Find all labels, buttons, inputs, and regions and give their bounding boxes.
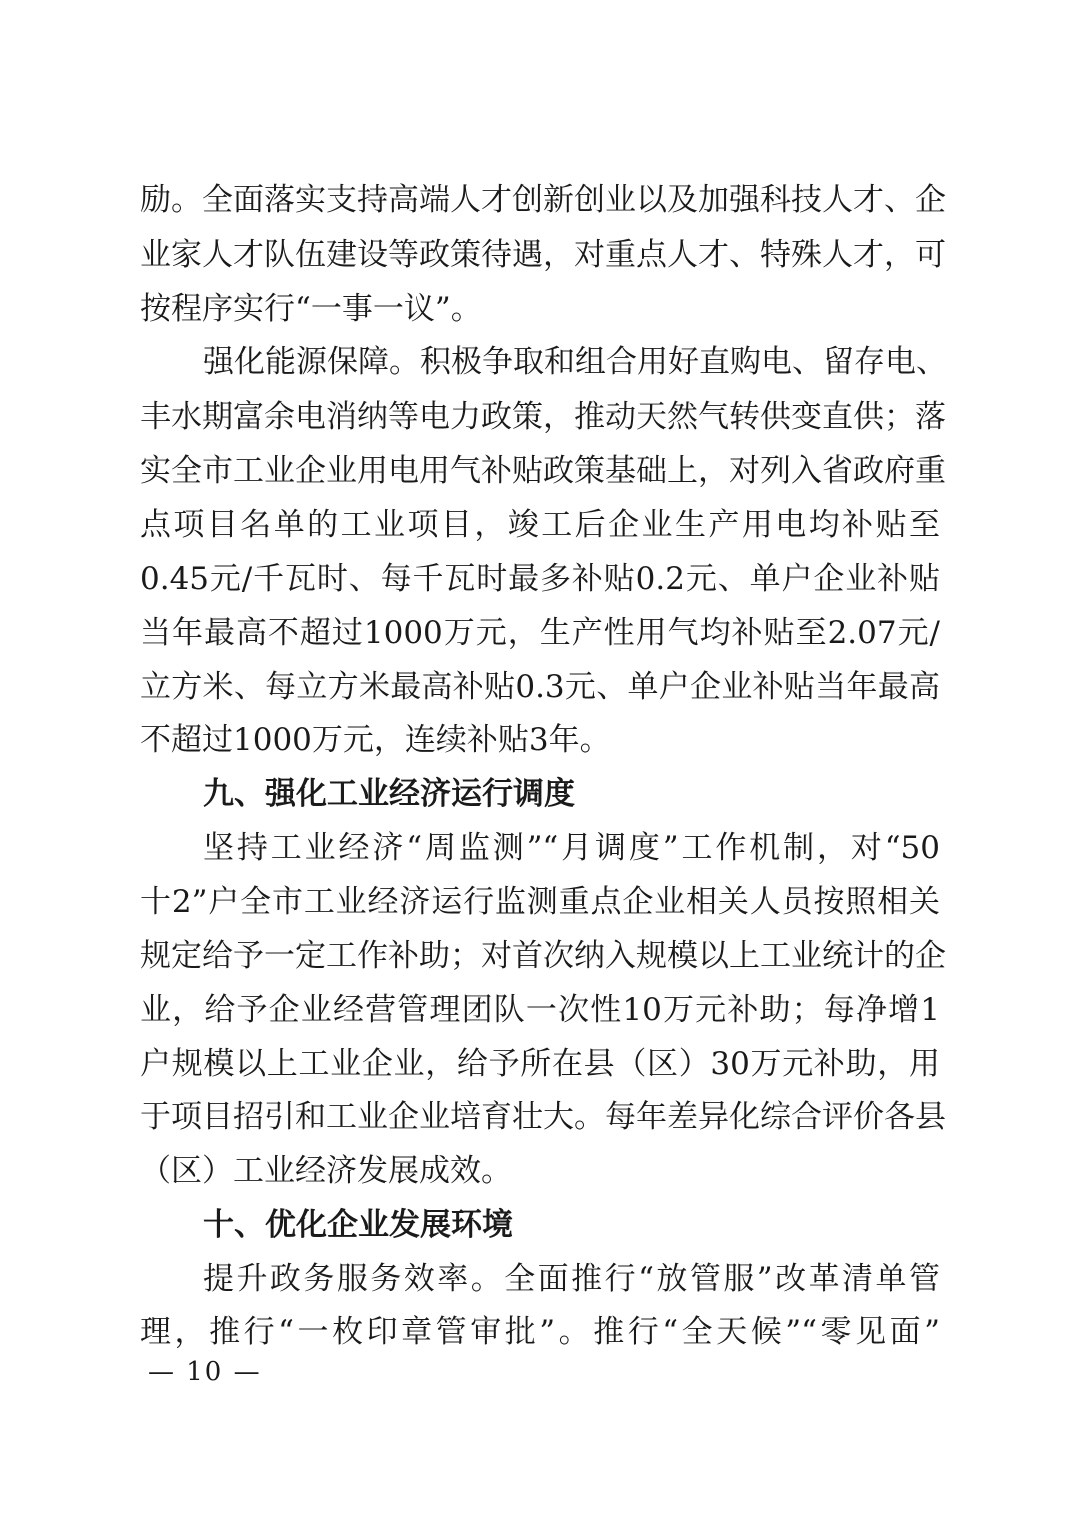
paragraph-line: 理，推行“一枚印章管审批”。推行“全天候”“零见面” — [140, 1314, 940, 1350]
paragraph-line: 实全市工业企业用电用气补贴政策基础上，对列入省政府重 — [140, 453, 946, 489]
paragraph-line: 十2”户全市工业经济运行监测重点企业相关人员按照相关 — [140, 884, 940, 920]
paragraph-line: 业家人才队伍建设等政策待遇，对重点人才、特殊人才，可 — [140, 237, 946, 273]
paragraph-line: 坚持工业经济“周监测”“月调度”工作机制，对“50 — [203, 830, 940, 866]
paragraph-line: 立方米、每立方米最高补贴0.3元、单户企业补贴当年最高 — [140, 669, 940, 705]
paragraph-line: 规定给予一定工作补助；对首次纳入规模以上工业统计的企 — [140, 938, 946, 974]
paragraph-line: 0.45元/千瓦时、每千瓦时最多补贴0.2元、单户企业补贴 — [140, 561, 940, 597]
page-number: — 10 — — [148, 1357, 262, 1387]
paragraph-line: 业，给予企业经营管理团队一次性10万元补助；每净增1 — [140, 992, 940, 1028]
paragraph-line: 不超过1000万元，连续补贴3年。 — [140, 722, 611, 758]
paragraph-line: 按程序实行“一事一议”。 — [140, 291, 482, 327]
paragraph-line: 于项目招引和工业企业培育壮大。每年差异化综合评价各县 — [140, 1099, 946, 1135]
paragraph-line: 当年最高不超过1000万元，生产性用气均补贴至2.07元/ — [140, 615, 940, 651]
section-heading: 九、强化工业经济运行调度 — [203, 776, 575, 812]
paragraph-line: 强化能源保障。积极争取和组合用好直购电、留存电、 — [203, 344, 947, 380]
paragraph-line: 丰水期富余电消纳等电力政策，推动天然气转供变直供；落 — [140, 399, 946, 435]
paragraph-line: 点项目名单的工业项目，竣工后企业生产用电均补贴至 — [140, 507, 940, 543]
paragraph-line: （区）工业经济发展成效。 — [140, 1153, 512, 1189]
paragraph-line: 励。全面落实支持高端人才创新创业以及加强科技人才、企 — [140, 182, 946, 218]
section-heading: 十、优化企业发展环境 — [203, 1207, 513, 1243]
paragraph-line: 提升政务服务效率。全面推行“放管服”改革清单管 — [203, 1261, 940, 1297]
paragraph-line: 户规模以上工业企业，给予所在县（区）30万元补助，用 — [140, 1046, 940, 1082]
